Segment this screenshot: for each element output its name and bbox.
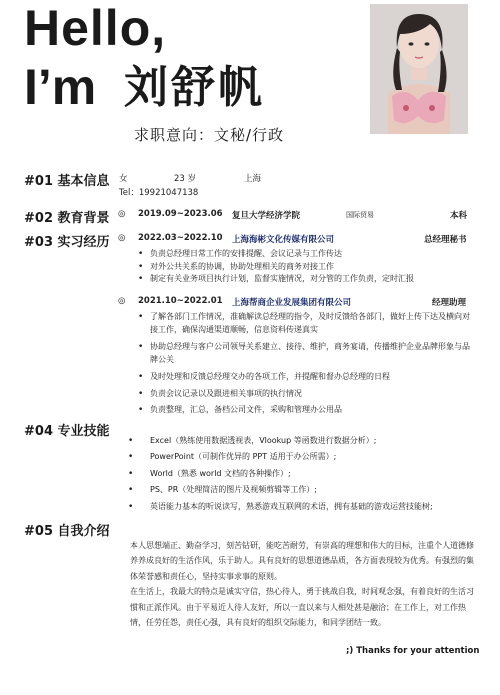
job-2-duty: • 负责会议记录以及跟进相关事项的执行情况 — [138, 388, 476, 401]
thanks-line: ;) Thanks for your attention — [346, 646, 480, 656]
job-1-duties — [138, 248, 468, 286]
education-degree: 本科 — [450, 211, 468, 221]
job-1-company: 上海海彬文化传媒有限公司 — [232, 235, 335, 245]
section-title-intro: #05 自我介绍 — [24, 524, 110, 539]
job-2-role: 经理助理 — [432, 298, 467, 308]
job-2-period: 2021.10~2022.01 — [138, 296, 223, 306]
education-major: 国际贸易 — [346, 211, 374, 219]
job-1-marker-icon: ◎ — [118, 233, 126, 243]
job-2-duty: • 负责整理，汇总，备档公司文件，采购和管理办公用品 — [138, 404, 476, 417]
profile-photo — [370, 4, 468, 134]
section-title-skills: #04 专业技能 — [24, 424, 110, 439]
skill-item: • World（熟悉 world 文档的各种操作）; — [128, 466, 433, 482]
job-1-period: 2022.03~2022.10 — [138, 233, 223, 243]
job-objective: 求职意向：文秘/行政 — [134, 126, 285, 144]
intro-paragraph: 本人思想端正、勤奋学习，刻苦钻研，能吃苦耐劳，有崇高的理想和伟大的目标，注重个人道德修养养成良好的生活作风，乐于助人。具有良好的思想道德品质，各方面表现较为优秀。有强烈的集体荣誉感和责任心，坚持实事求事的原则。 — [130, 541, 474, 581]
skills-list — [128, 433, 433, 515]
education-school: 复旦大学经济学院 — [232, 211, 301, 221]
candidate-name: 刘舒帆 — [124, 62, 265, 113]
section-title-education: #02 教育背景 — [24, 211, 110, 226]
education-period: 2019.09~2023.06 — [138, 209, 223, 219]
greeting-heading: Hello, — [24, 0, 167, 56]
skill-item: • 英语能力基本的听说读写，熟悉游戏互联网的术语，拥有基础的游戏运营技能树; — [128, 499, 433, 515]
job-2-company: 上海帮商企业发展集团有限公司 — [232, 298, 352, 308]
job-1-duty: • 制定有关业务项目执行计划，监督实施情况，对分管的工作负责，定时汇报 — [138, 273, 468, 286]
im-heading: I’m — [24, 59, 97, 115]
job-2-duty: • 及时处理和反馈总经理交办的各项工作，并提醒和督办总经理的日程 — [138, 371, 476, 384]
skill-item: • PS、PR（处理简洁的图片及视频剪辑等工作）; — [128, 482, 433, 498]
job-1-duty: • 对外公共关系的协调，协助处理相关的商务对接工作 — [138, 261, 468, 274]
job-1-role: 总经理秘书 — [424, 235, 467, 245]
job-2-duty: • 了解各部门工作情况，准确解读总经理的指令，及时反馈给各部门，做好上传下达及横向对接工作，确保沟通渠道顺畅，信息资料传递真实 — [138, 311, 476, 336]
education-marker-icon: ◎ — [118, 209, 126, 219]
section-title-basic: #01 基本信息 — [24, 174, 110, 189]
intro-paragraph: 在生活上，我最大的特点是诚实守信，热心待人，勇于挑战自我，时间观念强，有着良好的生活习惯和正派作风。由于平易近人待人友好，所以一直以来与人相处甚是融洽；在工作上，对工作热情，任劳任怨，责任心强，具有良好的组织交际能力，和同学团结一致。 — [130, 587, 474, 628]
location: 上海 — [244, 174, 262, 184]
job-2-duty: • 协助总经理与客户公司领导关系建立、接待、维护，商务宴请，传播维护企业品牌形象与品牌公关 — [138, 341, 476, 366]
gender: 女 — [119, 174, 128, 184]
self-introduction — [130, 538, 475, 630]
job-2-marker-icon: ◎ — [118, 296, 126, 306]
phone: Tel：19921047138 — [119, 188, 199, 198]
age: 23 岁 — [174, 174, 197, 184]
skill-item: • PowerPoint（可制作优异的 PPT 适用于办公所需）; — [128, 449, 433, 465]
section-title-internship: #03 实习经历 — [24, 235, 110, 250]
job-1-duty: • 负责总经理日常工作的安排提醒、会议记录与工作传达 — [138, 248, 468, 261]
skill-item: • Excel（熟练使用数据透视表，Vlookup 等函数进行数据分析）; — [128, 433, 433, 449]
job-2-duties — [138, 311, 476, 417]
